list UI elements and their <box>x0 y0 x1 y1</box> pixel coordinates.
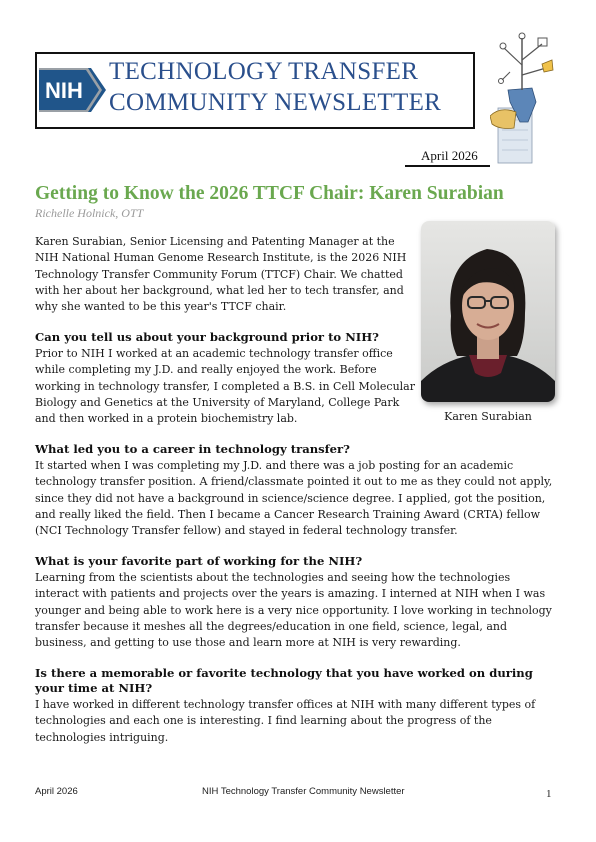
question-2: What led you to a career in technology transfer? <box>35 442 350 456</box>
footer-title: NIH Technology Transfer Community Newsletter <box>202 786 405 797</box>
issue-date: April 2026 <box>421 148 478 163</box>
masthead <box>35 52 475 129</box>
photo-caption: Karen Surabian <box>444 410 532 423</box>
question-4: Is there a memorable or favorite technology that you have worked on during your time at NIH? <box>35 666 533 695</box>
masthead-line-2: COMMUNITY NEWSLETTER <box>109 89 442 116</box>
article-intro: Karen Surabian, Senior Licensing and Patenting Manager at the NIH National Human Genome Research Institute, is the 2026 NIH Technology Transfer Community Forum (TTCF) Chair. We chatted with her about her background, what led her to tech transfer, and why she wanted to be this year's TTCF chair. <box>35 235 407 314</box>
nih-logo <box>39 68 107 112</box>
masthead-line-1: TECHNOLOGY TRANSFER <box>109 58 419 85</box>
footer-date: April 2026 <box>35 786 78 797</box>
question-1: Can you tell us about your background prior to NIH? <box>35 330 379 344</box>
portrait-photo <box>421 221 555 402</box>
answer-1: Prior to NIH I worked at an academic technology transfer office while completing my J.D. and really enjoyed the work. Before working in technology transfer, I completed a B.S. in Cell Molecular Biology and Genetics at the University of Maryland, College Park and then worked in a protein biochemistry lab. <box>35 347 415 426</box>
answer-3: Learning from the scientists about the technologies and seeing how the technologies interact with patients and projects over the years is amazing. I interned at NIH when I was younger and being able to work here is a very nice opportunity. I love working in technology transfer because it meshes all the degrees/education in one field, science, legal, and business, and getting to use those and learn more at NIH is very rewarding. <box>35 571 552 650</box>
date-divider <box>405 165 490 167</box>
plant-tools-illustration-icon <box>490 30 560 165</box>
answer-4: I have worked in different technology transfer offices at NIH with many different types of technologies and each one is interesting. I find learning about the progress of the technologies intriguing. <box>35 698 536 744</box>
article-byline: Richelle Holnick, OTT <box>35 206 144 220</box>
portrait-image <box>421 221 555 402</box>
answer-2: It started when I was completing my J.D. and there was a job posting for an academic technology transfer position. A friend/classmate pointed it out to me as they could not apply, since they did not have a background in science/science degree. I applied, got the position, and really liked the field. Then I became a Cancer Research Training Award (CRTA) fellow (NCI Technology Transfer fellow) and stayed in federal technology transfer. <box>35 459 553 538</box>
page-number: 1 <box>546 788 552 800</box>
nih-logo-text: NIH <box>45 78 83 103</box>
article-title: Getting to Know the 2026 TTCF Chair: Karen Surabian <box>35 183 504 204</box>
question-3: What is your favorite part of working for the NIH? <box>35 554 363 568</box>
